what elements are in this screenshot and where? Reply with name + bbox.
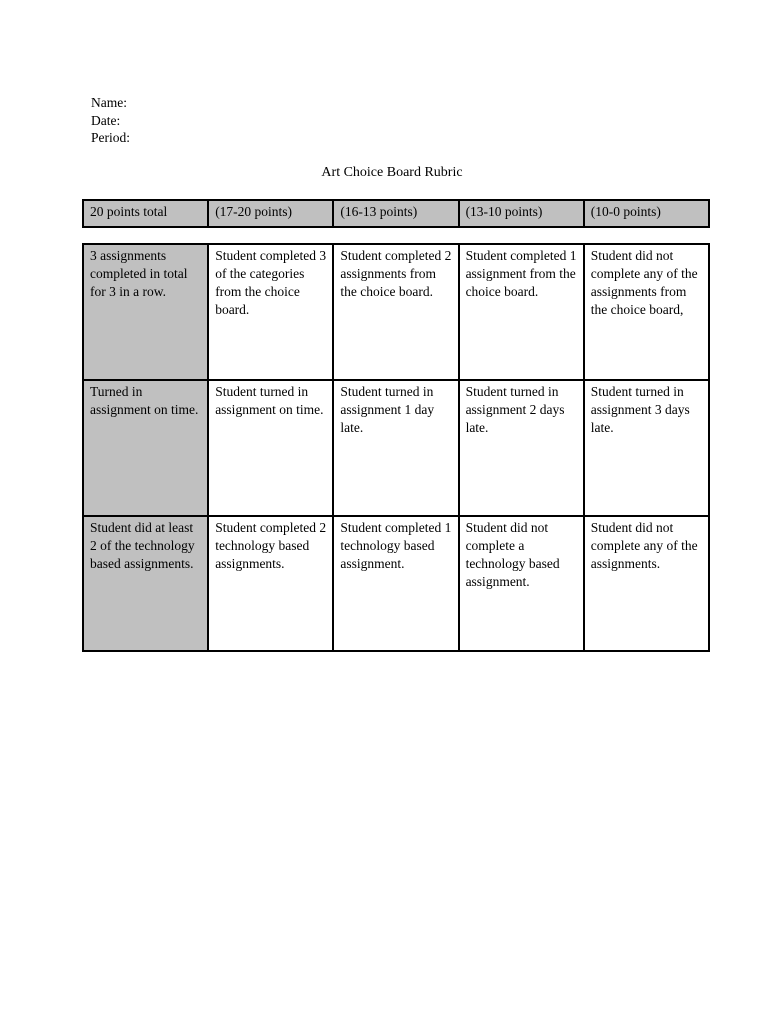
score-total-cell: 20 points total <box>83 200 208 227</box>
level-cell: Student completed 1 technology based assignment. <box>333 516 458 651</box>
document-title: Art Choice Board Rubric <box>321 165 463 180</box>
date-label: Date: <box>91 112 121 128</box>
score-range-cell: (13-10 points) <box>459 200 584 227</box>
level-cell: Student did not complete any of the assignments from the choice board, <box>584 244 709 380</box>
period-label: Period: <box>91 130 130 145</box>
score-range-cell: (10-0 points) <box>584 200 709 227</box>
level-cell: Student turned in assignment 2 days late. <box>459 380 584 516</box>
criterion-cell: Student did at least 2 of the technology based assignments. <box>83 516 208 651</box>
rubric-row <box>83 516 709 651</box>
level-cell: Student did not complete any of the assignments. <box>584 516 709 651</box>
level-cell: Student completed 1 assignment from the choice board. <box>459 244 584 380</box>
score-header-table <box>82 199 710 228</box>
level-cell: Student completed 2 technology based assignments. <box>208 516 333 651</box>
score-header-row <box>83 200 709 227</box>
level-cell: Student turned in assignment 3 days late. <box>584 380 709 516</box>
score-range-cell: (17-20 points) <box>208 200 333 227</box>
level-cell: Student turned in assignment on time. <box>208 380 333 516</box>
rubric-table <box>82 243 710 652</box>
criterion-cell: 3 assignments completed in total for 3 in a row. <box>83 244 208 380</box>
criterion-cell: Turned in assignment on time. <box>83 380 208 516</box>
level-cell: Student did not complete a technology based assignment. <box>459 516 584 651</box>
level-cell: Student completed 2 assignments from the choice board. <box>333 244 458 380</box>
header-fields <box>91 94 130 147</box>
rubric-row <box>83 380 709 516</box>
level-cell: Student completed 3 of the categories from the choice board. <box>208 244 333 380</box>
rubric-row <box>83 244 709 380</box>
score-range-cell: (16-13 points) <box>333 200 458 227</box>
name-label: Name: <box>91 95 127 110</box>
level-cell: Student turned in assignment 1 day late. <box>333 380 458 516</box>
